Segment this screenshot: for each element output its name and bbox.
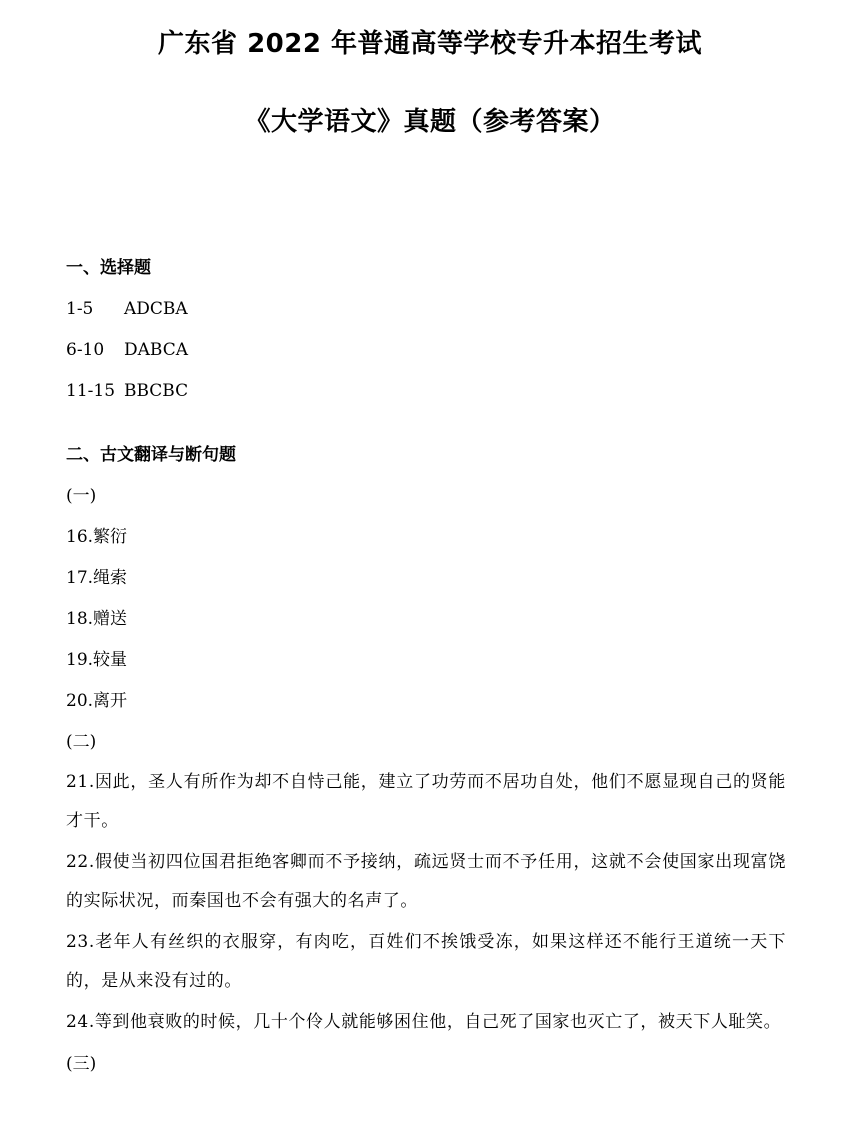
- answer-row: [66, 330, 786, 371]
- translation-answer: 22.假使当初四位国君拒绝客卿而不予接纳，疏远贤士而不予任用，这就不会使国家出现富饶的实际状况，而秦国也不会有强大的名声了。: [66, 852, 786, 911]
- document-title-line2: 《大学语文》真题（参考答案）: [244, 107, 616, 137]
- subsection-label-3: (三): [66, 1054, 97, 1074]
- answer-value: DABCA: [124, 340, 188, 360]
- list-item: 20.离开: [66, 691, 128, 711]
- answer-row: [66, 289, 786, 330]
- answer-range: 1-5: [66, 299, 94, 319]
- translation-answer: 21.因此，圣人有所作为却不自恃己能，建立了功劳而不居功自处，他们不愿显现自己的贤能才干。: [66, 772, 786, 831]
- answer-value: BBCBC: [124, 381, 189, 401]
- answer-range: 11-15: [66, 381, 116, 401]
- subsection-label-2: (二): [66, 732, 97, 752]
- translation-answer: 23.老年人有丝织的衣服穿，有肉吃，百姓们不挨饿受冻，如果这样还不能行王道统一天下的，是从来没有过的。: [66, 932, 786, 991]
- section-spacer: [66, 412, 786, 435]
- document-body: [66, 248, 786, 1085]
- subsection-label-1: (一): [66, 486, 97, 506]
- section-heading-choice: 一、选择题: [66, 258, 151, 278]
- list-item: 16.繁衍: [66, 527, 128, 547]
- list-item: 17.绳索: [66, 568, 128, 588]
- translation-answer: 24.等到他衰败的时候，几十个伶人就能够困住他，自己死了国家也灭亡了，被天下人耻笑。: [66, 1012, 782, 1032]
- answer-range: 6-10: [66, 340, 105, 360]
- answer-row: [66, 371, 786, 412]
- section-heading-translation: 二、古文翻译与断句题: [66, 445, 236, 465]
- list-item: 18.赠送: [66, 609, 128, 629]
- document-title-line1: 广东省 2022 年普通高等学校专升本招生考试: [158, 29, 702, 59]
- list-item: 19.较量: [66, 650, 128, 670]
- answer-value: ADCBA: [124, 299, 188, 319]
